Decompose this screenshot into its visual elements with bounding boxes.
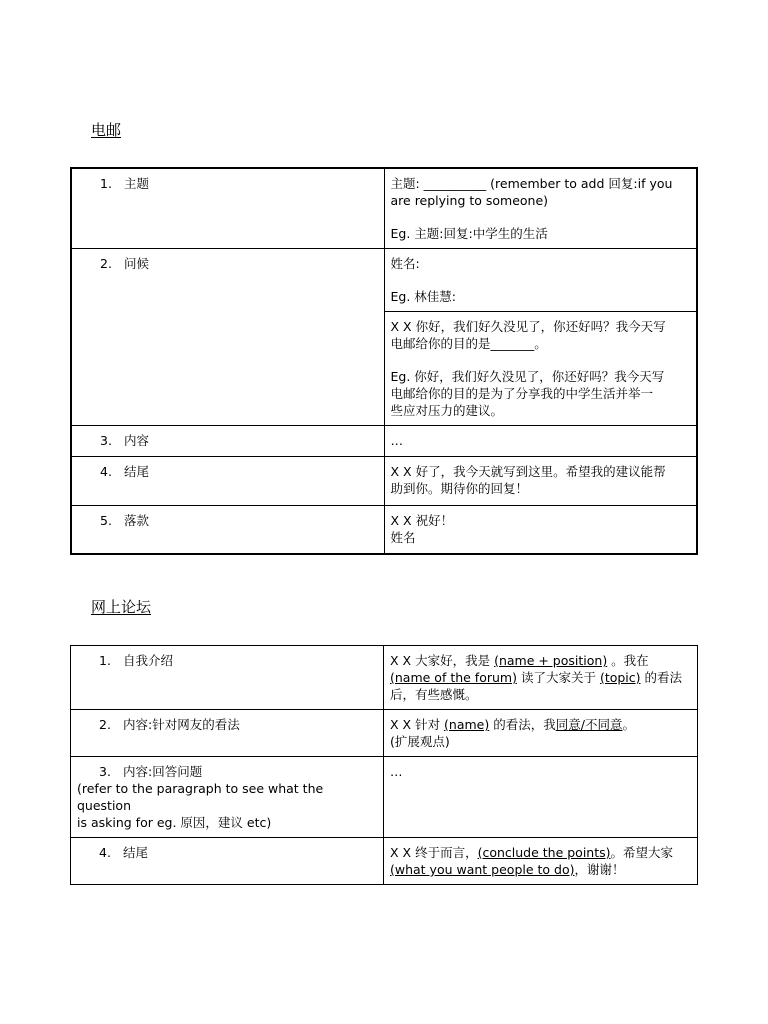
- example-line: Eg. 林佳慧:: [390, 289, 456, 304]
- example-line: 些应对压力的建议。: [390, 403, 504, 418]
- table-cell-label: [71, 168, 384, 249]
- content-text: 的看法: [640, 670, 683, 685]
- table-row: [71, 757, 698, 838]
- forum-heading: 网上论坛: [91, 598, 152, 616]
- table-cell-label: [71, 838, 384, 885]
- content-line: …: [390, 764, 403, 779]
- table-row: [71, 168, 697, 249]
- row-note: is asking for eg. 原因，建议 etc): [77, 815, 272, 830]
- content-line: …: [390, 433, 403, 448]
- placeholder-text: (name + position): [494, 653, 608, 668]
- example-line: Eg. 你好，我们好久没见了，你还好吗？我今天写: [390, 369, 665, 384]
- row-number: 4.: [99, 845, 111, 860]
- content-text: 。希望大家: [610, 845, 674, 860]
- content-text: X X 大家好，我是: [390, 653, 495, 668]
- table-cell-content: [384, 506, 697, 554]
- table-cell-content: [384, 312, 697, 426]
- content-text: ，谢谢！: [574, 862, 625, 877]
- content-text: 。我在: [607, 653, 649, 668]
- content-text: X X 针对: [390, 717, 445, 732]
- table-cell-label: [71, 710, 384, 757]
- row-label: 自我介绍: [123, 653, 174, 668]
- table-row: [71, 838, 698, 885]
- row-number: 5.: [100, 513, 112, 528]
- table-row: [71, 457, 697, 506]
- table-row: [71, 506, 697, 554]
- placeholder-text: (name): [444, 717, 490, 732]
- content-text: 的看法，我: [489, 717, 556, 732]
- row-label: 内容:回答问题: [123, 764, 203, 779]
- table-cell-label: [71, 506, 384, 554]
- row-number: 1.: [100, 176, 112, 191]
- table-cell-label: [71, 249, 384, 426]
- email-table: [70, 167, 698, 555]
- placeholder-text: (what you want people to do): [390, 862, 575, 877]
- row-label: 落款: [124, 513, 150, 528]
- row-number: 3.: [99, 764, 111, 779]
- content-note: (扩展观点): [390, 734, 450, 749]
- content-line: 电邮给你的目的是_______。: [390, 336, 547, 351]
- table-cell-content: [384, 457, 697, 506]
- row-number: 3.: [100, 433, 112, 448]
- content-text: 后，有些感慨。: [390, 687, 478, 702]
- content-text: 读了大家关于: [516, 670, 600, 685]
- table-cell-label: [71, 646, 384, 710]
- table-cell-label: [71, 426, 384, 457]
- row-label: 内容: [124, 433, 150, 448]
- row-number: 4.: [100, 464, 112, 479]
- table-cell-label: [71, 457, 384, 506]
- content-line: 助到你。期待你的回复！: [390, 481, 529, 496]
- table-cell-content: [384, 168, 697, 249]
- row-number: 1.: [99, 653, 111, 668]
- table-cell-content: [384, 426, 697, 457]
- example-line: 电邮给你的目的是为了分享我的中学生活并举一: [390, 386, 654, 401]
- placeholder-text: (topic): [599, 670, 641, 685]
- content-text: X X 终于而言，: [390, 845, 478, 860]
- row-label: 结尾: [124, 464, 150, 479]
- content-line: 姓名:: [390, 256, 420, 271]
- table-cell-content: [384, 646, 698, 710]
- example-line: Eg. 主题:回复:中学生的生活: [390, 226, 548, 241]
- table-row: [71, 646, 698, 710]
- row-label: 问候: [124, 256, 150, 271]
- table-cell-content: [384, 710, 698, 757]
- table-cell-content: [384, 757, 698, 838]
- content-line: are replying to someone): [390, 193, 549, 208]
- row-note: (refer to the paragraph to see what the question: [77, 781, 324, 813]
- table-cell-content: [384, 249, 697, 312]
- row-label: 内容:针对网友的看法: [123, 717, 240, 732]
- row-label: 结尾: [123, 845, 149, 860]
- content-line: 主题: __________ (remember to add 回复:if you: [390, 176, 673, 191]
- placeholder-text: (name of the forum): [390, 670, 517, 685]
- content-line: X X 祝好！: [390, 513, 454, 528]
- table-row: [71, 249, 697, 312]
- email-heading: 电邮: [91, 121, 122, 139]
- forum-table: [70, 645, 698, 885]
- row-number: 2.: [99, 717, 111, 732]
- content-line: X X 好了，我今天就写到这里。希望我的建议能帮: [390, 464, 666, 479]
- table-row: [71, 426, 697, 457]
- placeholder-text: (conclude the points): [477, 845, 611, 860]
- content-line: X X 你好，我们好久没见了，你还好吗？我今天写: [390, 319, 666, 334]
- table-row: [71, 710, 698, 757]
- placeholder-text: 同意/不同意: [555, 717, 623, 732]
- content-line: 姓名: [390, 530, 416, 545]
- content-text: 。: [622, 717, 635, 732]
- table-cell-content: [384, 838, 698, 885]
- table-cell-label: [71, 757, 384, 838]
- row-label: 主题: [124, 176, 150, 191]
- row-number: 2.: [100, 256, 112, 271]
